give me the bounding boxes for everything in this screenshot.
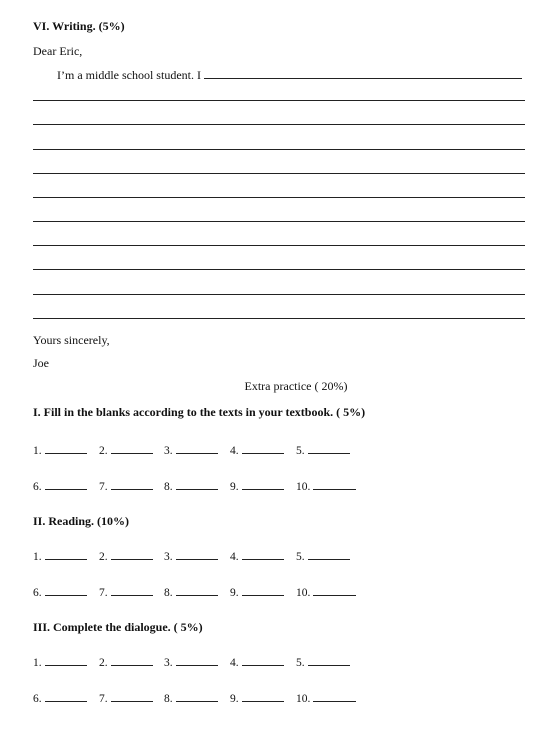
answer-blank[interactable] [164, 479, 218, 493]
answer-blank[interactable] [99, 443, 153, 457]
answer-number: 5. [296, 551, 305, 563]
section-heading: I. Fill in the blanks according to the texts in your textbook. ( 5%) [33, 405, 366, 419]
answer-blank[interactable] [33, 585, 87, 599]
letter-opening-line [57, 67, 522, 83]
answer-blank[interactable] [99, 655, 153, 669]
answer-number: 4. [230, 657, 239, 669]
answer-number: 8. [164, 481, 173, 493]
writing-line[interactable] [33, 173, 525, 174]
answer-blank[interactable] [164, 691, 218, 705]
writing-heading: VI. Writing. (5%) [33, 19, 125, 33]
answer-blank[interactable] [164, 549, 218, 563]
answer-number: 8. [164, 693, 173, 705]
answer-blank[interactable] [230, 655, 284, 669]
answer-blank[interactable] [296, 443, 350, 457]
answer-blank[interactable] [99, 479, 153, 493]
section-heading: II. Reading. (10%) [33, 514, 130, 528]
answer-number: 2. [99, 551, 108, 563]
writing-line[interactable] [33, 294, 525, 295]
answer-number: 1. [33, 551, 42, 563]
answer-blank[interactable] [164, 443, 218, 457]
answer-number: 10. [296, 693, 311, 705]
answer-number: 9. [230, 693, 239, 705]
writing-line[interactable] [33, 245, 525, 246]
answer-number: 6. [33, 587, 42, 599]
answer-number: 7. [99, 693, 108, 705]
writing-line[interactable] [33, 100, 525, 101]
answer-blank[interactable] [99, 549, 153, 563]
answer-number: 10. [296, 481, 311, 493]
answer-blank[interactable] [296, 479, 356, 493]
answer-blank[interactable] [230, 691, 284, 705]
answer-blank[interactable] [99, 585, 153, 599]
answer-number: 8. [164, 587, 173, 599]
answer-number: 5. [296, 657, 305, 669]
section-heading: III. Complete the dialogue. ( 5%) [33, 620, 203, 634]
answer-blank[interactable] [296, 655, 350, 669]
answer-blank[interactable] [33, 655, 87, 669]
answer-number: 7. [99, 587, 108, 599]
answer-number: 7. [99, 481, 108, 493]
answer-number: 6. [33, 481, 42, 493]
answer-blank[interactable] [33, 549, 87, 563]
answer-number: 3. [164, 657, 173, 669]
answer-number: 10. [296, 587, 311, 599]
answer-blank[interactable] [164, 585, 218, 599]
letter-closing: Yours sincerely, [33, 333, 110, 347]
answer-blank[interactable] [296, 691, 356, 705]
letter-opening-text: I’m a middle school student. I [57, 68, 201, 82]
answer-blank[interactable] [33, 691, 87, 705]
answer-number: 3. [164, 551, 173, 563]
writing-line[interactable] [33, 318, 525, 319]
answer-number: 4. [230, 551, 239, 563]
answer-number: 4. [230, 445, 239, 457]
answer-number: 2. [99, 445, 108, 457]
answer-blank[interactable] [33, 479, 87, 493]
answer-blank[interactable] [99, 691, 153, 705]
answer-number: 5. [296, 445, 305, 457]
writing-blank[interactable] [204, 67, 522, 79]
letter-signature: Joe [33, 356, 49, 370]
answer-blank[interactable] [230, 479, 284, 493]
answer-blank[interactable] [164, 655, 218, 669]
answer-blank[interactable] [296, 549, 350, 563]
answer-number: 3. [164, 445, 173, 457]
answer-blank[interactable] [230, 585, 284, 599]
writing-line[interactable] [33, 269, 525, 270]
answer-number: 2. [99, 657, 108, 669]
answer-blank[interactable] [230, 549, 284, 563]
extra-practice-title: Extra practice ( 20%) [244, 379, 348, 393]
answer-number: 9. [230, 481, 239, 493]
letter-greeting: Dear Eric, [33, 44, 83, 58]
answer-blank[interactable] [230, 443, 284, 457]
writing-line[interactable] [33, 124, 525, 125]
answer-number: 9. [230, 587, 239, 599]
writing-line[interactable] [33, 221, 525, 222]
answer-blank[interactable] [33, 443, 87, 457]
writing-line[interactable] [33, 149, 525, 150]
answer-blank[interactable] [296, 585, 356, 599]
answer-number: 1. [33, 657, 42, 669]
answer-number: 6. [33, 693, 42, 705]
writing-line[interactable] [33, 197, 525, 198]
answer-number: 1. [33, 445, 42, 457]
